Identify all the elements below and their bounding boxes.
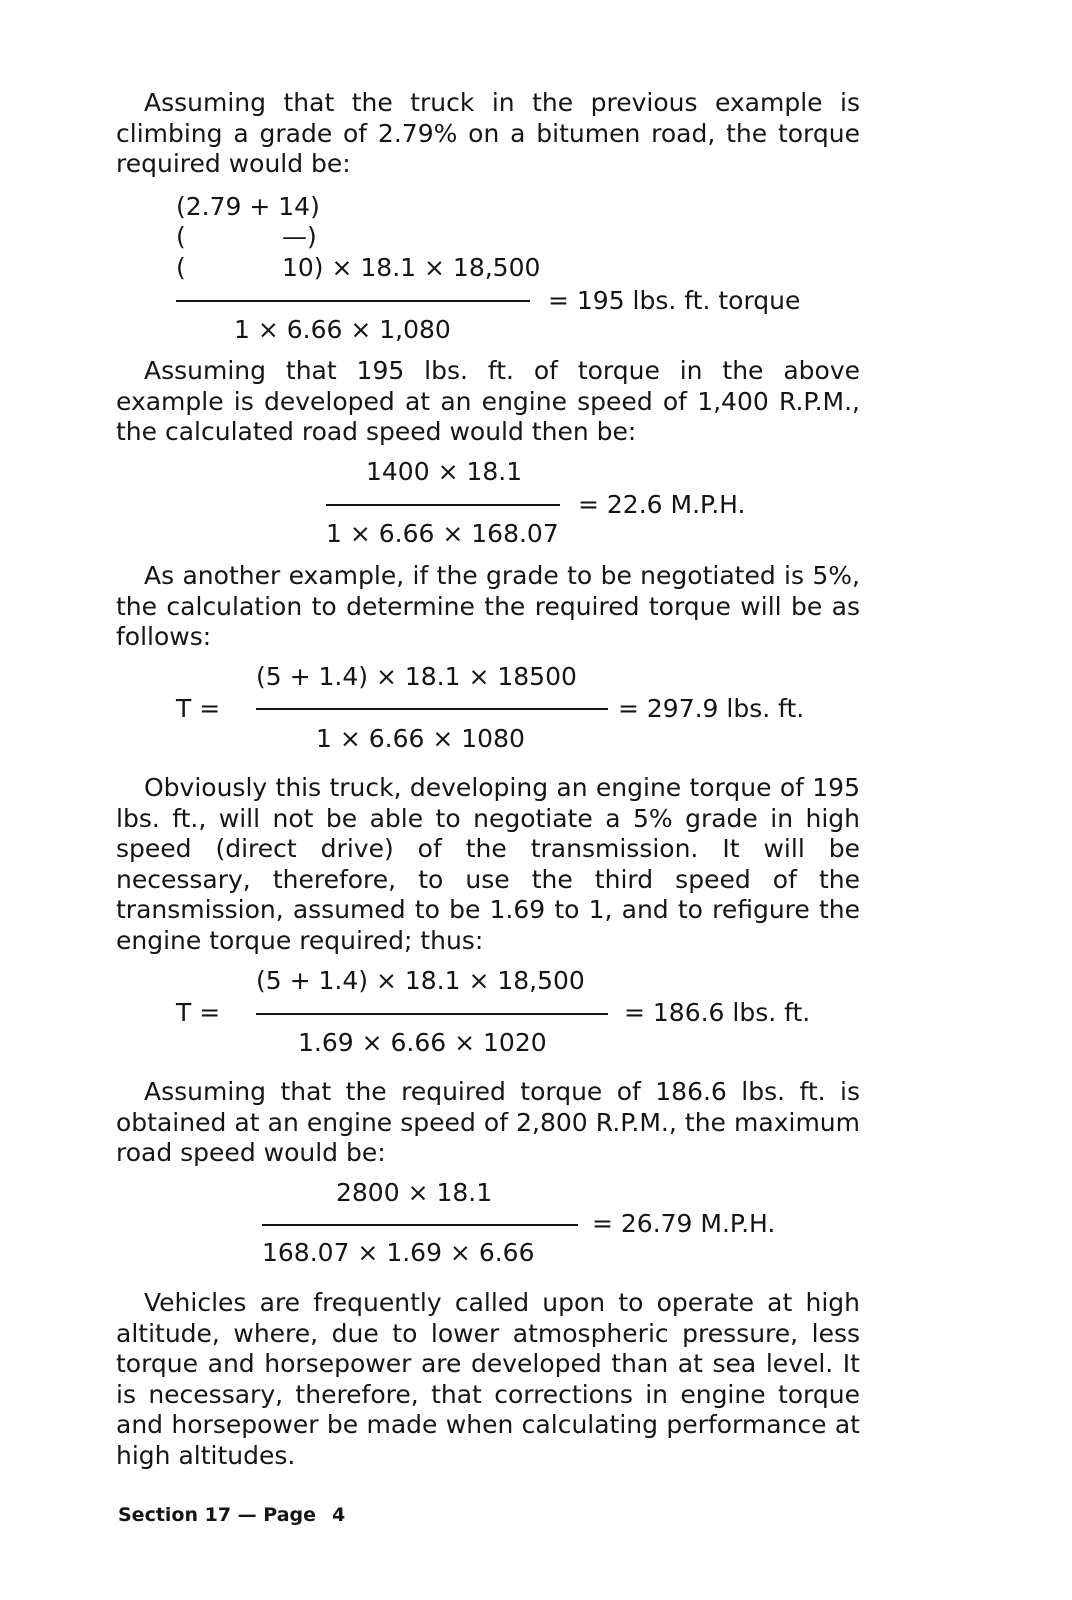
formula-1-bracket-3: ( <box>176 253 186 282</box>
formula-4-denominator: 1.69 × 6.66 × 1020 <box>298 1028 547 1057</box>
formula-4-fraction-bar <box>256 1013 608 1015</box>
formula-5-numerator: 2800 × 18.1 <box>336 1178 493 1207</box>
footer-section-label: Section 17 — Page <box>118 1504 317 1526</box>
formula-1-fraction-bar <box>176 300 530 302</box>
formula-1-denominator: 1 × 6.66 × 1,080 <box>234 315 451 344</box>
formula-3-fraction-bar <box>256 708 608 710</box>
formula-3-result: = 297.9 lbs. ft. <box>618 694 805 723</box>
formula-1-result: = 195 lbs. ft. torque <box>548 286 801 315</box>
formula-3-lhs: T = <box>176 694 221 723</box>
footer-page-number: 4 <box>332 1504 346 1526</box>
formula-4-result: = 186.6 lbs. ft. <box>624 998 811 1027</box>
paragraph-5: Assuming that the required torque of 186.6 lbs. ft. is obtained at an engine speed of 2,800 R.P.M., the maximum road speed would be: <box>116 1077 860 1167</box>
page-footer <box>118 1504 345 1526</box>
formula-1-line-2: —) <box>282 222 317 251</box>
formula-5-fraction-bar <box>262 1224 578 1226</box>
formula-4-numerator: (5 + 1.4) × 18.1 × 18,500 <box>256 966 585 995</box>
paragraph-3: As another example, if the grade to be negotiated is 5%, the calculation to determine the required torque will be as follows: <box>116 561 860 651</box>
formula-2-denominator: 1 × 6.66 × 168.07 <box>326 519 559 548</box>
paragraph-2: Assuming that 195 lbs. ft. of torque in the above example is developed at an engine speed of 1,400 R.P.M., the calculated road speed would then be: <box>116 356 860 446</box>
formula-1-line-3: 10) × 18.1 × 18,500 <box>282 253 541 282</box>
paragraph-1: Assuming that the truck in the previous example is climbing a grade of 2.79% on a bitumen road, the torque required would be: <box>116 88 860 178</box>
formula-3-numerator: (5 + 1.4) × 18.1 × 18500 <box>256 662 577 691</box>
paragraph-4: Obviously this truck, developing an engine torque of 195 lbs. ft., will not be able to negotiate a 5% grade in high speed (direct drive) of the transmission. It will be necessary, therefore, to use the third speed of the transmission, assumed to be 1.69 to 1, and to refigure the engine torque required; thus: <box>116 773 860 955</box>
formula-5-denominator: 168.07 × 1.69 × 6.66 <box>262 1238 535 1267</box>
formula-4-lhs: T = <box>176 998 221 1027</box>
formula-5-result: = 26.79 M.P.H. <box>592 1209 776 1238</box>
formula-1-bracket-2: ( <box>176 222 186 251</box>
formula-2-numerator: 1400 × 18.1 <box>366 457 523 486</box>
paragraph-6: Vehicles are frequently called upon to operate at high altitude, where, due to lower atmospheric pressure, less torque and horsepower are developed than at sea level. It is necessary, therefore, that corrections in engine torque and horsepower be made when calculating performance at high altitudes. <box>116 1288 860 1470</box>
formula-2-fraction-bar <box>326 504 560 506</box>
formula-2-result: = 22.6 M.P.H. <box>578 490 746 519</box>
formula-1-line-1: (2.79 + 14) <box>176 192 320 221</box>
formula-3-denominator: 1 × 6.66 × 1080 <box>316 724 525 753</box>
